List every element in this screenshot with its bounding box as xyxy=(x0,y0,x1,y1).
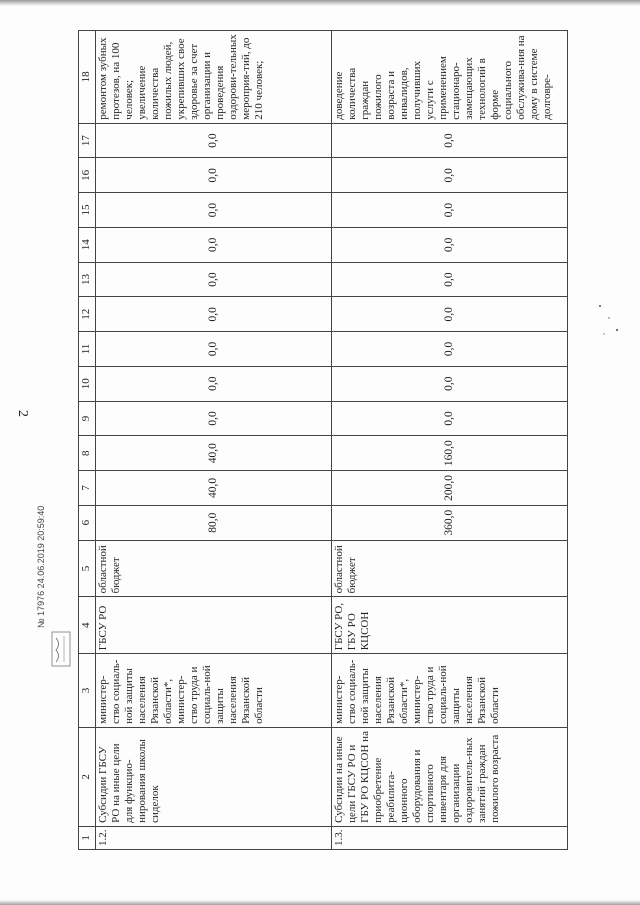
measure-name-cell: Субсидии на иные цели ГБСУ РО и ГБУ РО КЦСОН на приобретение реабилита-ционного оборудования и спортивного инвентаря для организации оздоровитель-ных занятий граждан пожилого возраста xyxy=(332,727,568,826)
column-header-1: 1 xyxy=(79,826,96,849)
page-number: 2 xyxy=(15,410,30,417)
row-number-cell: 1.3. xyxy=(332,826,568,849)
executor-cell: министер-ство социаль-ной защиты населения Рязанской области*, министер-ство труда и социаль-ной защиты населения Рязанской области xyxy=(332,654,568,728)
value-cell: 0,0 xyxy=(96,332,332,367)
value-cell: 160,0 xyxy=(332,436,568,471)
rotated-table-container xyxy=(78,30,623,850)
value-cell: 0,0 xyxy=(96,366,332,401)
column-header-6: 6 xyxy=(79,505,96,540)
row-number-cell: 1.2. xyxy=(96,826,332,849)
column-header-11: 11 xyxy=(79,332,96,367)
column-header-17: 17 xyxy=(79,123,96,158)
value-cell: 0,0 xyxy=(332,297,568,332)
scan-bottom-edge xyxy=(0,900,640,905)
recipient-cell: ГБСУ РО xyxy=(96,597,332,654)
value-cell: 200,0 xyxy=(332,471,568,506)
program-table xyxy=(78,30,568,850)
funding-source-cell: областной бюджет xyxy=(332,540,568,597)
recipient-cell: ГБСУ РО, ГБУ РО КЦСОН xyxy=(332,597,568,654)
value-cell: 0,0 xyxy=(332,401,568,436)
value-cell: 360,0 xyxy=(332,505,568,540)
column-header-5: 5 xyxy=(79,540,96,597)
header-row xyxy=(79,31,96,850)
column-header-7: 7 xyxy=(79,471,96,506)
column-header-8: 8 xyxy=(79,436,96,471)
value-cell: 0,0 xyxy=(332,123,568,158)
value-cell: 0,0 xyxy=(96,262,332,297)
table-row xyxy=(332,31,568,850)
column-header-12: 12 xyxy=(79,297,96,332)
value-cell: 0,0 xyxy=(332,332,568,367)
column-header-15: 15 xyxy=(79,193,96,228)
result-cell: ремонтом зубных протезов, на 100 человек; увеличение количества пожилых людей, укрепивших свое здоровье за счет организации и проведения оздорови-тельных мероприя-тий, до 210 человек; xyxy=(96,31,332,124)
result-cell: доведение количества граждан пожилого возраста и инвалидов, получивших услуги с применением стационаро-замещающих технологий в форме социального обслужива-ния на дому в системе долговре- xyxy=(332,31,568,124)
stamp-mark xyxy=(50,630,72,668)
value-cell: 0,0 xyxy=(96,401,332,436)
value-cell: 0,0 xyxy=(96,123,332,158)
executor-cell: министер-ство социаль-ной защиты населения Рязанской области*, министер-ство труда и социаль-ной защиты населения Рязанской области xyxy=(96,654,332,728)
column-header-2: 2 xyxy=(79,727,96,826)
value-cell: 40,0 xyxy=(96,436,332,471)
scan-top-edge xyxy=(0,0,640,6)
column-header-14: 14 xyxy=(79,227,96,262)
column-header-4: 4 xyxy=(79,597,96,654)
column-header-3: 3 xyxy=(79,654,96,728)
value-cell: 0,0 xyxy=(96,193,332,228)
column-header-10: 10 xyxy=(79,366,96,401)
column-header-13: 13 xyxy=(79,262,96,297)
value-cell: 80,0 xyxy=(96,505,332,540)
value-cell: 0,0 xyxy=(332,227,568,262)
value-cell: 0,0 xyxy=(96,227,332,262)
value-cell: 0,0 xyxy=(332,366,568,401)
value-cell: 0,0 xyxy=(332,158,568,193)
funding-source-cell: областной бюджет xyxy=(96,540,332,597)
footer-doc-id: № 17976 24.06.2019 20:59:40 xyxy=(36,505,46,628)
value-cell: 40,0 xyxy=(96,471,332,506)
value-cell: 0,0 xyxy=(96,297,332,332)
value-cell: 0,0 xyxy=(332,193,568,228)
column-header-18: 18 xyxy=(79,31,96,124)
column-header-9: 9 xyxy=(79,401,96,436)
column-header-16: 16 xyxy=(79,158,96,193)
scan-specks xyxy=(595,300,625,340)
table-row xyxy=(96,31,332,850)
measure-name-cell: Субсидии ГБСУ РО на иные цели для функцио-нирования школы сиделок xyxy=(96,727,332,826)
value-cell: 0,0 xyxy=(96,158,332,193)
value-cell: 0,0 xyxy=(332,262,568,297)
